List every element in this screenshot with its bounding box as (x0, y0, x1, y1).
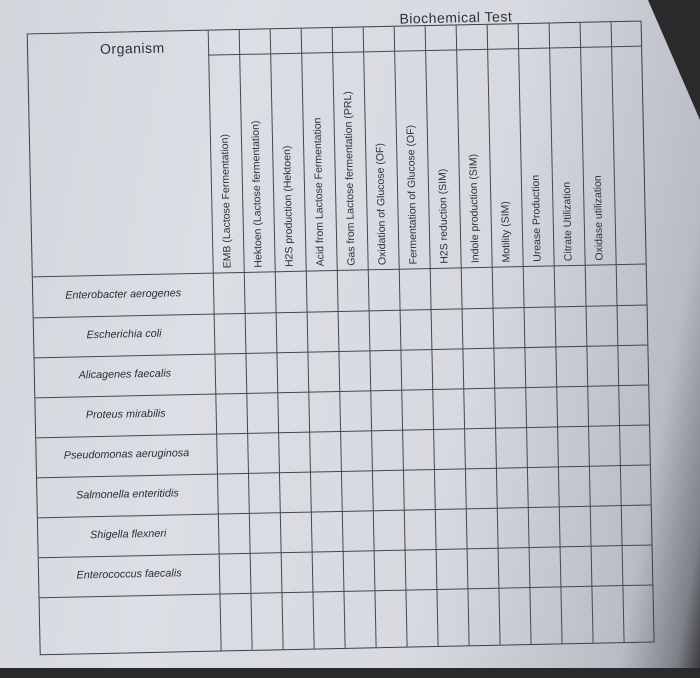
organism-name: Enterobacter aerogenes (65, 287, 182, 302)
test-header-h2s-reduction: H2S reduction (SIM) (436, 168, 451, 264)
organism-name: Escherichia coli (86, 327, 162, 342)
test-header-urease: Urease Production (529, 174, 544, 262)
test-header-oxidation-glucose: Oxidation of Glucose (OF) (374, 142, 389, 266)
organism-name: Pseudomonas aeruginosa (63, 447, 190, 462)
biochemical-test-header: Biochemical Test (399, 8, 513, 27)
organism-name: Enterococcus faecalis (76, 567, 182, 582)
test-header-h2s-hektoen: H2S production (Hektoen) (281, 145, 296, 268)
test-header-hektoen-lactose: Hektoen (Lactose fermentation) (249, 120, 265, 268)
column-divider (611, 22, 625, 642)
test-header-oxidase: Oxidase utilization (591, 175, 606, 261)
test-header-citrate: Citrate Utilization (560, 181, 575, 262)
test-header-acid-lactose: Acid from Lactose Fermentation (311, 117, 327, 267)
test-header-fermentation-glucose: Fermentation of Glucose (OF) (404, 124, 420, 265)
test-header-motility: Motility (SIM) (499, 201, 513, 263)
test-header-indole: Indole production (SIM) (467, 153, 482, 264)
organism-name: Shigella flexneri (89, 527, 167, 542)
test-header-gas-lactose: Gas from Lactose fermentation (PRL) (341, 91, 358, 266)
test-header-emb: EMB (Lactose Fermentation) (218, 133, 234, 269)
organism-name: Salmonella enteritidis (75, 487, 179, 502)
biochemical-test-table (27, 8, 655, 656)
organism-header: Organism (99, 39, 165, 57)
organism-name: Alicagenes faecalis (78, 367, 172, 382)
organism-name: Proteus mirabilis (85, 407, 166, 422)
